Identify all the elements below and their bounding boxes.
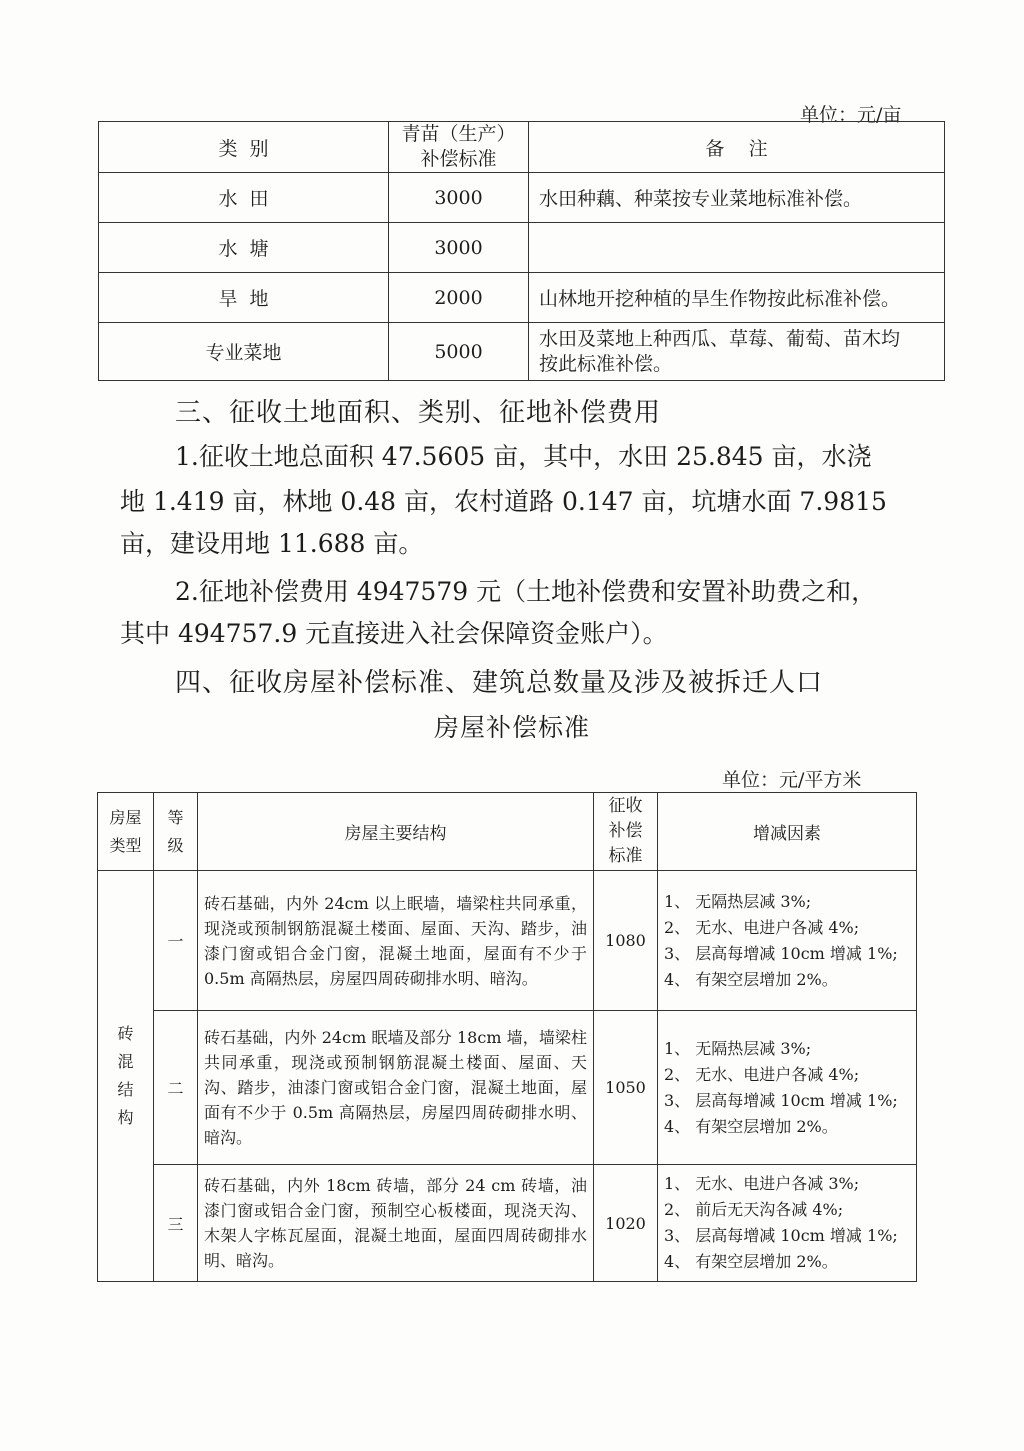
- factor-item: 4、 有架空层增加 2%。: [664, 1252, 838, 1271]
- row-category: 旱 地: [99, 273, 389, 323]
- table-row: [98, 1165, 917, 1282]
- header-grade-line1: 等: [167, 807, 184, 827]
- section3-p1-line2: 地 1.419 亩，林地 0.48 亩，农村道路 0.147 亩，坑塘水面 7.9815: [120, 487, 887, 516]
- row-note: [529, 323, 945, 381]
- house-compensation-table: [97, 792, 917, 1282]
- row-value: 1020: [594, 1165, 658, 1282]
- row-value: 3000: [389, 173, 529, 223]
- row-category: 水 塘: [99, 223, 389, 273]
- table2-unit: 单位：元/平方米: [722, 769, 862, 791]
- header-standard-line1: 青苗（生产）: [401, 123, 516, 145]
- table-row: [99, 223, 945, 273]
- header-standard: [389, 122, 529, 173]
- factor-item: 1、 无隔热层减 3%;: [664, 891, 812, 911]
- house-type-char: 混: [117, 1052, 134, 1071]
- header-standard: [594, 793, 658, 871]
- house-type-char: 结: [117, 1080, 134, 1099]
- factor-item: 3、 层高每增减 10cm 增减 1%;: [664, 943, 898, 963]
- table1-header-row: [99, 122, 945, 173]
- row-category: 水 田: [99, 173, 389, 223]
- house-type-cell: [98, 871, 154, 1282]
- factor-item: 2、 无水、电进户各减 4%;: [664, 1064, 860, 1084]
- table-row: [99, 173, 945, 223]
- header-note: 备 注: [529, 122, 945, 173]
- row-value: 1050: [594, 1011, 658, 1165]
- section3-p1-line3: 亩，建设用地 11.688 亩。: [120, 529, 424, 558]
- factor-item: 3、 层高每增减 10cm 增减 1%;: [664, 1226, 898, 1245]
- header-structure: 房屋主要结构: [198, 793, 594, 871]
- row-category: 专业菜地: [99, 323, 389, 381]
- row-note: [529, 223, 945, 273]
- row-structure: 砖石基础，内外 18cm 砖墙，部分 24 cm 砖墙，油漆门窗或铝合金门窗，预制空心板楼面，现浇天沟、木架人字栋瓦屋面，混凝土地面，屋面四周砖砌排水明、暗沟。: [198, 1165, 594, 1282]
- row-note-line1: 水田及菜地上种西瓜、草莓、葡萄、苗木均: [539, 327, 901, 350]
- factor-item: 1、 无水、电进户各减 3%;: [664, 1174, 860, 1193]
- table1-unit: 单位：元/亩: [800, 104, 902, 126]
- table-row: [99, 323, 945, 381]
- section3-p2-line2: 其中 494757.9 元直接进入社会保障资金账户）。: [120, 619, 668, 648]
- row-note: 山林地开挖种植的旱生作物按此标准补偿。: [529, 273, 945, 323]
- row-factors: [658, 1165, 917, 1282]
- factor-item: 1、 无隔热层减 3%;: [664, 1038, 812, 1058]
- row-value: 2000: [389, 273, 529, 323]
- header-house-type: [98, 793, 154, 871]
- row-note-line2: 按此标准补偿。: [539, 352, 673, 375]
- section3-p1-line1: 1.征收土地总面积 47.5605 亩，其中，水田 25.845 亩，水浇: [175, 442, 872, 471]
- row-grade: 一: [154, 871, 198, 1011]
- header-grade: [154, 793, 198, 871]
- section3-heading: 三、征收土地面积、类别、征地补偿费用: [175, 398, 662, 428]
- row-grade: 三: [154, 1165, 198, 1282]
- table2-header-row: [98, 793, 917, 871]
- row-factors: [658, 871, 917, 1011]
- table-row: [98, 871, 917, 1011]
- row-factors: [658, 1011, 917, 1165]
- factor-item: 2、 前后无天沟各减 4%;: [664, 1200, 844, 1219]
- row-note: 水田种藕、种菜按专业菜地标准补偿。: [529, 173, 945, 223]
- table-row: [98, 1011, 917, 1165]
- row-grade: 二: [154, 1011, 198, 1165]
- section4-subheading: 房屋补偿标准: [433, 713, 590, 742]
- header-house-type-line2: 类型: [109, 835, 142, 855]
- house-type-char: 构: [117, 1108, 134, 1127]
- header-standard-line2: 补偿: [608, 821, 643, 841]
- header-standard-line3: 标准: [608, 846, 643, 866]
- header-factors: 增减因素: [658, 793, 917, 871]
- factor-item: 3、 层高每增减 10cm 增减 1%;: [664, 1090, 898, 1110]
- factor-item: 4、 有架空层增加 2%。: [664, 1116, 838, 1136]
- row-structure: 砖石基础，内外 24cm 眠墙及部分 18cm 墙，墙梁柱共同承重，现浇或预制钢筋混凝土楼面、屋面、天沟、踏步，油漆门窗或铝合金门窗，混凝土地面，屋面有不少于 0.5m 高隔热层，房屋四周砖砌排水明、暗沟。: [198, 1011, 594, 1165]
- header-category: 类 别: [99, 122, 389, 173]
- house-type-char: 砖: [117, 1024, 134, 1043]
- header-standard-line2: 补偿标准: [420, 148, 497, 170]
- row-value: 5000: [389, 323, 529, 381]
- row-value: 3000: [389, 223, 529, 273]
- factor-item: 2、 无水、电进户各减 4%;: [664, 917, 860, 937]
- row-value: 1080: [594, 871, 658, 1011]
- factor-item: 4、 有架空层增加 2%。: [664, 969, 838, 989]
- table-row: [99, 273, 945, 323]
- section4-heading: 四、征收房屋补偿标准、建筑总数量及涉及被拆迁人口: [175, 668, 824, 698]
- header-house-type-line1: 房屋: [109, 807, 142, 827]
- section3-p2-line1: 2.征地补偿费用 4947579 元（土地补偿费和安置补助费之和，: [175, 577, 877, 606]
- header-standard-line1: 征收: [608, 796, 643, 816]
- seedling-compensation-table: [98, 121, 945, 381]
- row-structure: 砖石基础，内外 24cm 以上眠墙，墙梁柱共同承重，现浇或预制钢筋混凝土楼面、屋面、天沟、踏步，油漆门窗或铝合金门窗，混凝土地面，屋面有不少于 0.5m 高隔热层，房屋四周砖砌排水明、暗沟。: [198, 871, 594, 1011]
- header-grade-line2: 级: [167, 835, 184, 855]
